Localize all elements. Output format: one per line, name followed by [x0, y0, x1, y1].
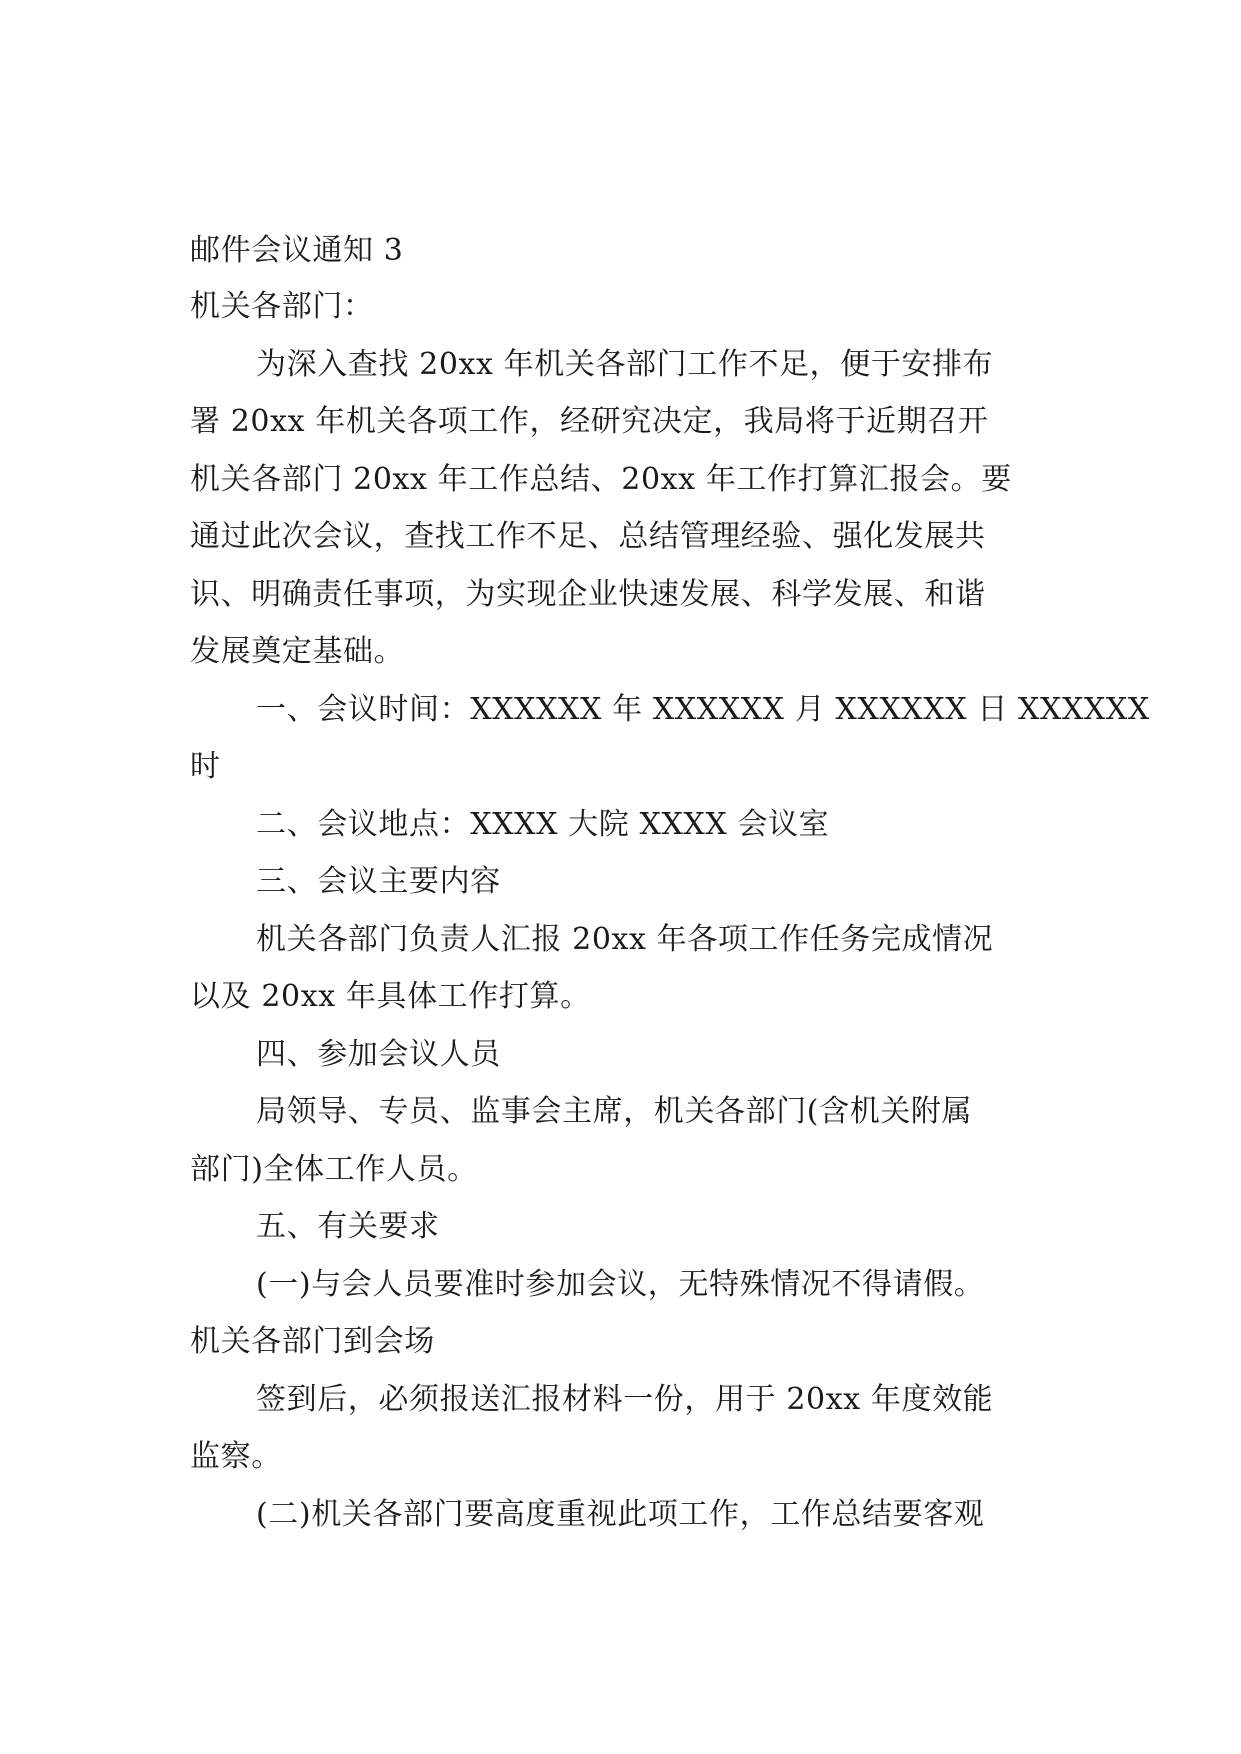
text-line: 机关各部门到会场 — [190, 1324, 435, 1359]
text-line: 局领导、专员、监事会主席，机关各部门(含机关附属 — [256, 1094, 973, 1129]
document-body — [190, 223, 1150, 1543]
text-line: 发展奠定基础。 — [190, 634, 405, 669]
text-line: 签到后，必须报送汇报材料一份，用于 20xx 年度效能 — [256, 1381, 994, 1417]
text-line: (二)机关各部门要高度重视此项工作，工作总结要客观 — [256, 1496, 985, 1532]
text-line: 机关各部门 20xx 年工作总结、20xx 年工作打算汇报会。要 — [190, 461, 1012, 497]
text-line: 以及 20xx 年具体工作打算。 — [190, 979, 591, 1014]
text-line: 二、会议地点：XXXX 大院 XXXX 会议室 — [256, 806, 830, 842]
paragraph-lines — [190, 336, 1150, 1544]
text-line: (一)与会人员要准时参加会议，无特殊情况不得请假。 — [256, 1266, 985, 1302]
text-line: 通过此次会议，查找工作不足、总结管理经验、强化发展共 — [190, 519, 986, 554]
text-line: 四、参加会议人员 — [256, 1036, 501, 1072]
text-line: 部门)全体工作人员。 — [190, 1151, 478, 1187]
text-line: 三、会议主要内容 — [256, 864, 501, 899]
text-line: 一、会议时间：XXXXXX 年 XXXXXX 月 XXXXXX 日 XXXXXX — [256, 691, 1150, 727]
text-line: 署 20xx 年机关各项工作，经研究决定，我局将于近期召开 — [190, 404, 989, 439]
text-line: 机关各部门负责人汇报 20xx 年各项工作任务完成情况 — [256, 921, 994, 957]
text-line: 为深入查找 20xx 年机关各部门工作不足，便于安排布 — [256, 346, 994, 382]
salutation: 机关各部门： — [190, 289, 374, 324]
document-title: 邮件会议通知 3 — [190, 233, 404, 268]
text-line: 五、有关要求 — [256, 1209, 440, 1244]
text-line: 时 — [190, 749, 221, 784]
text-line: 监察。 — [190, 1439, 282, 1474]
text-line: 识、明确责任事项，为实现企业快速发展、科学发展、和谐 — [190, 576, 986, 612]
